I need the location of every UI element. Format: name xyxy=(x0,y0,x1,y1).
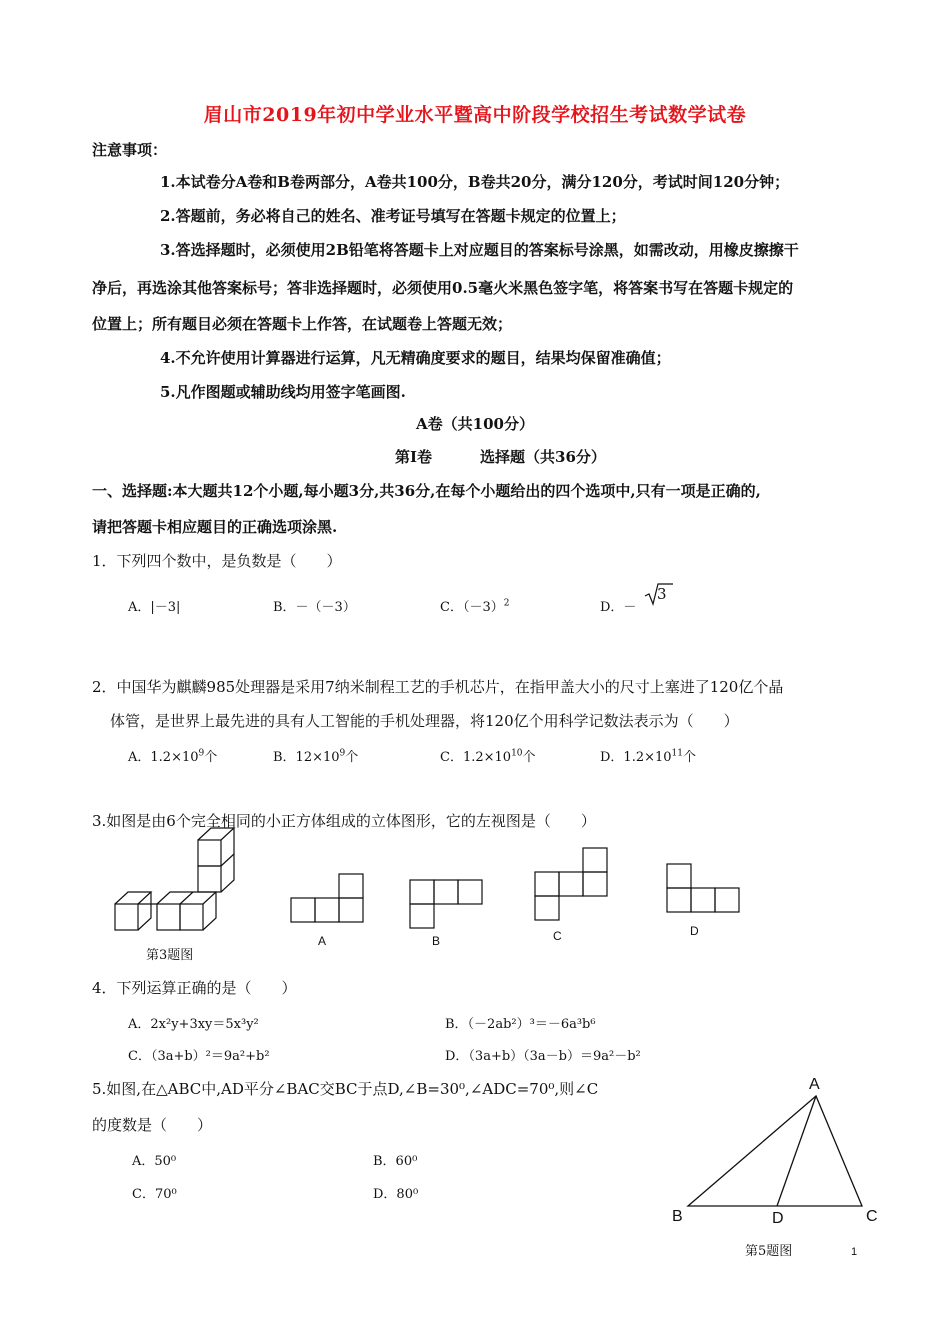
q2-option-d: D．$1.2\times 10^{11}$个 xyxy=(600,748,697,765)
q1-option-b: B．－（－3） xyxy=(273,600,356,615)
q5-option-c: C．70⁰ xyxy=(132,1187,177,1202)
q5-triangle-figure xyxy=(680,1090,870,1210)
q3-label-c: C xyxy=(553,929,562,943)
q4-option-d: D．（3a+b）（3a－b）＝9a²－b² xyxy=(445,1049,641,1064)
part-1-label: 第Ⅰ卷 xyxy=(395,448,433,466)
q4-option-b: B．（－2ab²）³＝－6a³b⁶ xyxy=(445,1017,596,1032)
q4-stem: 4．下列运算正确的是（ ） xyxy=(92,979,297,997)
page-number: 1 xyxy=(851,1246,858,1258)
q3-stem: 3.如图是由6个完全相同的小正方体组成的立体图形，它的左视图是（ ） xyxy=(92,812,596,830)
q2-stem-cont: 体管，是世界上最先进的具有人工智能的手机处理器，将120亿个用科学记数法表示为（ ） xyxy=(110,712,739,730)
q5-stem-cont: 的度数是（ ） xyxy=(92,1116,213,1134)
q5-figure-caption: 第5题图 xyxy=(745,1244,793,1259)
notice-item-2: 2.答题前，务必将自己的姓名、准考证号填写在答题卡规定的位置上； xyxy=(160,207,626,225)
section-instructions-cont: 请把答题卡相应题目的正确选项涂黑. xyxy=(92,518,338,536)
q3-view-c xyxy=(534,846,609,922)
notice-item-4: 4.不允许使用计算器进行运算，凡无精确度要求的题目，结果均保留准确值； xyxy=(160,349,671,367)
q5-vertex-b: B xyxy=(672,1208,683,1225)
q5-option-b: B．60⁰ xyxy=(373,1154,418,1169)
q5-vertex-c: C xyxy=(866,1208,878,1225)
q3-label-b: B xyxy=(432,934,441,948)
q3-view-a xyxy=(290,872,365,924)
q2-option-b: B．$12\times 10^9$个 xyxy=(273,748,359,765)
q3-view-d xyxy=(665,862,740,916)
notice-item-3-end: 位置上；所有题目必须在答题卡上作答，在试题卷上答题无效； xyxy=(92,315,513,333)
section-a-heading: A卷（共100分） xyxy=(416,415,534,433)
notice-item-3: 3.答选择题时，必须使用2B铅笔将答题卡上对应题目的答案标号涂黑，如需改动，用橡皮擦擦干 xyxy=(160,241,799,259)
q5-option-a: A．50⁰ xyxy=(132,1154,177,1169)
q1-option-a: A．|－3| xyxy=(128,600,181,615)
q3-label-a: A xyxy=(318,934,327,948)
q1-option-c: C．$(-3)^2$ xyxy=(440,598,510,615)
q1-option-d-radicand: 3 xyxy=(657,585,667,603)
q4-option-c: C．（3a+b）²＝9a²+b² xyxy=(128,1049,270,1064)
q3-label-d: D xyxy=(690,924,699,938)
notice-heading: 注意事项： xyxy=(92,141,168,159)
q3-figure-caption: 第3题图 xyxy=(146,948,194,963)
q2-option-a: A．$1.2\times 10^9$个 xyxy=(128,748,218,765)
exam-title: 眉山市2019年初中学业水平暨高中阶段学校招生考试数学试卷 xyxy=(203,104,747,126)
q4-option-a: A．2x²y+3xy＝5x³y² xyxy=(128,1017,259,1032)
notice-item-5: 5.凡作图题或辅助线均用签字笔画图. xyxy=(160,383,406,401)
section-instructions: 一、选择题:本大题共12个小题,每小题3分,共36分,在每个小题给出的四个选项中,只有一项是正确的, xyxy=(92,482,761,500)
part-1-name: 选择题（共36分） xyxy=(480,448,606,466)
q5-stem: 5.如图,在△ABC中,AD平分∠BAC交BC于点D,∠B=30⁰,∠ADC=70⁰,则∠C xyxy=(92,1080,599,1098)
q5-vertex-a: A xyxy=(809,1076,820,1093)
q5-option-d: D．80⁰ xyxy=(373,1187,419,1202)
notice-item-1: 1.本试卷分A卷和B卷两部分，A卷共100分，B卷共20分，满分120分，考试时间120分钟； xyxy=(160,173,790,191)
q3-view-b xyxy=(408,878,483,930)
q2-option-c: C．$1.2\times 10^{10}$个 xyxy=(440,748,536,765)
q3-solid-figure xyxy=(110,852,245,937)
q1-stem: 1．下列四个数中，是负数是（ ） xyxy=(92,552,342,570)
q1-option-d: D．－ xyxy=(600,600,637,615)
q2-stem: 2．中国华为麒麟985处理器是采用7纳米制程工艺的手机芯片，在指甲盖大小的尺寸上塞进了120亿个晶 xyxy=(92,678,784,696)
notice-item-3-cont: 净后，再选涂其他答案标号；答非选择题时，必须使用0.5毫火米黑色签字笔，将答案书写在答题卡规定的 xyxy=(92,279,794,297)
q5-vertex-d: D xyxy=(772,1210,784,1227)
